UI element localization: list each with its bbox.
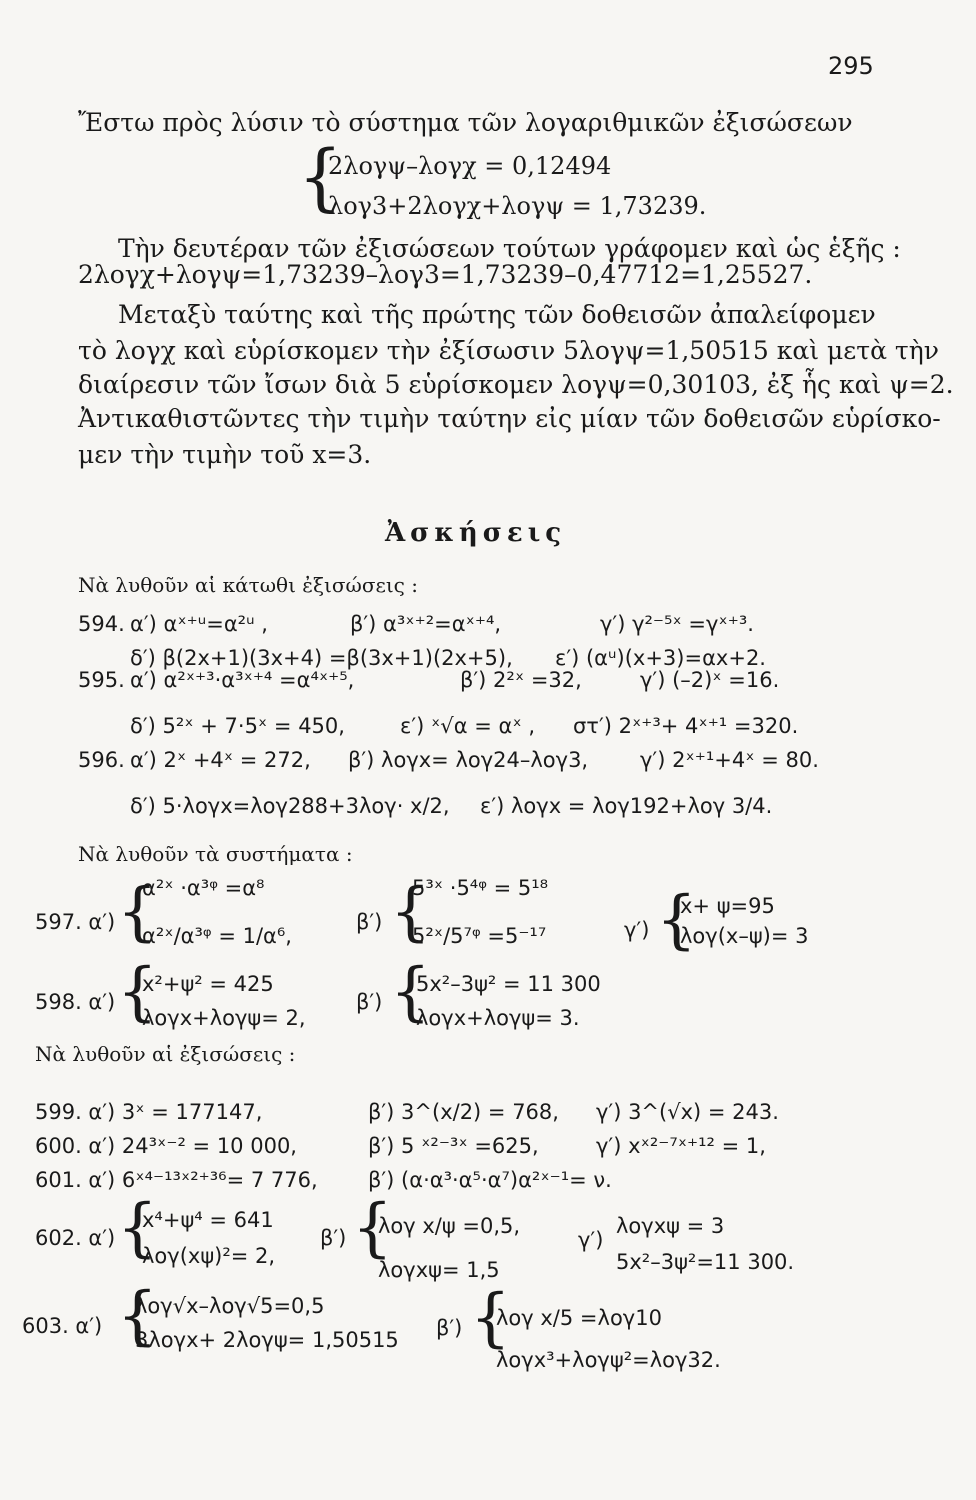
- subheading: Νὰ λυθοῦν τὰ συστήματα :: [78, 842, 353, 866]
- system-equation: 2λογψ–λογχ = 0,12494: [328, 152, 612, 180]
- exercise-number: 602. α′): [35, 1226, 116, 1250]
- page-number: 295: [828, 52, 874, 80]
- system-equation: λογx³+λογψ²=λογ32.: [496, 1348, 721, 1372]
- paragraph-line: Τὴν δευτέραν τῶν ἐξισώσεων τούτων γράφομεν καὶ ὡς ἑξῆς :: [118, 234, 901, 263]
- exercise-number: 596.: [78, 748, 125, 772]
- paragraph-line: διαίρεσιν τῶν ἴσων διὰ 5 εὑρίσκομεν λογψ=0,30103, ἐξ ἧς καὶ ψ=2.: [78, 370, 954, 399]
- system-equation: λογxψ= 1,5: [378, 1258, 500, 1282]
- exercise-label: γ′): [624, 918, 650, 942]
- subheading: Νὰ λυθοῦν αἱ κάτωθι ἐξισώσεις :: [78, 573, 418, 597]
- system-equation: 5²ˣ/5⁷ᵠ =5⁻¹⁷: [412, 924, 547, 948]
- system-brace: {: [390, 955, 431, 1029]
- system-brace: {: [656, 883, 697, 957]
- exercise-item: β′) 3^(x/2) = 768,: [368, 1100, 559, 1124]
- exercise-item: γ′) (–2)ˣ =16.: [640, 668, 780, 692]
- exercise-item: ε′) λογx = λογ192+λογ 3/4.: [480, 794, 773, 818]
- system-equation: x⁴+ψ⁴ = 641: [142, 1208, 274, 1232]
- subheading: Νὰ λυθοῦν αἱ ἐξισώσεις :: [35, 1042, 296, 1066]
- exercise-label: β′): [356, 990, 383, 1014]
- system-equation: α²ˣ ·α³ᵠ =α⁸: [142, 876, 265, 900]
- exercise-item: δ′) 5²ˣ + 7·5ˣ = 450,: [130, 714, 345, 738]
- exercise-item: β′) λογx= λογ24–λογ3,: [348, 748, 589, 772]
- system-equation: 5x²–3ψ² = 11 300: [416, 972, 601, 996]
- system-brace: {: [390, 875, 431, 949]
- exercise-item: β′) α³ˣ⁺²=αˣ⁺⁴,: [350, 612, 502, 636]
- system-equation: λογ3+2λογχ+λογψ = 1,73239.: [328, 192, 707, 220]
- exercise-label: β′): [436, 1316, 463, 1340]
- exercise-item: ε′) ˣ√α = αˣ ,: [400, 714, 535, 738]
- exercise-item: γ′) 2ˣ⁺¹+4ˣ = 80.: [640, 748, 819, 772]
- paragraph-line: 2λογχ+λογψ=1,73239–λογ3=1,73239–0,47712=1,25527.: [78, 260, 813, 289]
- system-brace: {: [117, 955, 158, 1029]
- system-equation: 5x²–3ψ²=11 300.: [616, 1250, 795, 1274]
- system-brace: {: [352, 1191, 393, 1265]
- system-brace: {: [117, 875, 158, 949]
- system-equation: α²ˣ/α³ᵠ = 1/α⁶,: [142, 924, 292, 948]
- exercise-item: γ′) γ²⁻⁵ˣ =γˣ⁺³.: [600, 612, 754, 636]
- system-equation: x²+ψ² = 425: [142, 972, 274, 996]
- exercise-number: 594.: [78, 612, 125, 636]
- exercise-item: δ′) 5·λογx=λογ288+3λογ· x/2,: [130, 794, 450, 818]
- paragraph-line: Μεταξὺ ταύτης καὶ τῆς πρώτης τῶν δοθεισῶν ἀπαλείφομεν: [118, 300, 876, 329]
- exercise-number: 595.: [78, 668, 125, 692]
- exercise-item: α′) αˣ⁺ᵘ=α²ᵘ ,: [130, 612, 268, 636]
- paragraph-line: τὸ λογχ καὶ εὑρίσκομεν τὴν ἐξίσωσιν 5λογψ=1,50515 καὶ μετὰ τὴν: [78, 336, 939, 365]
- paragraph-line: Ἀντικαθιστῶντες τὴν τιμὴν ταύτην εἰς μίαν τῶν δοθεισῶν εὑρίσκο-: [78, 404, 941, 433]
- system-equation: 5³ˣ ·5⁴ᵠ = 5¹⁸: [412, 876, 549, 900]
- exercise-item: δ′) β(2x+1)(3x+4) =β(3x+1)(2x+5),: [130, 646, 513, 670]
- paragraph-line: μεν τὴν τιμὴν τοῦ x=3.: [78, 440, 372, 469]
- exercise-item: α′) 2ˣ +4ˣ = 272,: [130, 748, 311, 772]
- exercise-label: γ′): [578, 1228, 604, 1252]
- section-heading: Ἀσκήσεις: [385, 518, 567, 548]
- system-brace: {: [298, 133, 343, 221]
- exercise-item: γ′) xˣ²⁻⁷ˣ⁺¹² = 1,: [596, 1134, 766, 1158]
- exercise-number: 598. α′): [35, 990, 116, 1014]
- exercise-item: στ′) 2ˣ⁺³+ 4ˣ⁺¹ =320.: [573, 714, 799, 738]
- exercise-label: β′): [356, 910, 383, 934]
- system-equation: λογxψ = 3: [616, 1214, 725, 1238]
- system-equation: λογx+λογψ= 2,: [142, 1006, 306, 1030]
- exercise-item: 599. α′) 3ˣ = 177147,: [35, 1100, 263, 1124]
- exercise-number: 597. α′): [35, 910, 116, 934]
- exercise-item: β′) 2²ˣ =32,: [460, 668, 582, 692]
- system-brace: {: [117, 1279, 158, 1353]
- exercise-item: γ′) 3^(√x) = 243.: [596, 1100, 779, 1124]
- system-equation: λογ x/ψ =0,5,: [378, 1214, 521, 1238]
- paragraph-line: Ἔστω πρὸς λύσιν τὸ σύστημα τῶν λογαριθμικῶν ἐξισώσεων: [78, 108, 853, 137]
- system-equation: λογ√x–λογ√5=0,5: [135, 1294, 325, 1318]
- exercise-item: β′) 5 ˣ²⁻³ˣ =625,: [368, 1134, 539, 1158]
- exercise-item: ε′) (αᵘ)(x+3)=αx+2.: [555, 646, 766, 670]
- system-equation: 3λογx+ 2λογψ= 1,50515: [135, 1328, 399, 1352]
- exercise-label: β′): [320, 1226, 347, 1250]
- system-equation: x+ ψ=95: [680, 894, 775, 918]
- system-brace: {: [117, 1191, 158, 1265]
- exercise-item: α′) α²ˣ⁺³·α³ˣ⁺⁴ =α⁴ˣ⁺⁵,: [130, 668, 355, 692]
- system-equation: λογ(x–ψ)= 3: [680, 924, 809, 948]
- system-equation: λογ x/5 =λογ10: [496, 1306, 662, 1330]
- system-equation: λογ(xψ)²= 2,: [142, 1244, 276, 1268]
- exercise-item: 601. α′) 6ˣ⁴⁻¹³ˣ²⁺³⁶= 7 776,: [35, 1168, 318, 1192]
- exercise-item: 600. α′) 24³ˣ⁻² = 10 000,: [35, 1134, 297, 1158]
- system-brace: {: [470, 1281, 511, 1355]
- exercise-number: 603. α′): [22, 1314, 103, 1338]
- system-equation: λογx+λογψ= 3.: [416, 1006, 580, 1030]
- exercise-item: β′) (α·α³·α⁵·α⁷)α²ˣ⁻¹= ν.: [368, 1168, 612, 1192]
